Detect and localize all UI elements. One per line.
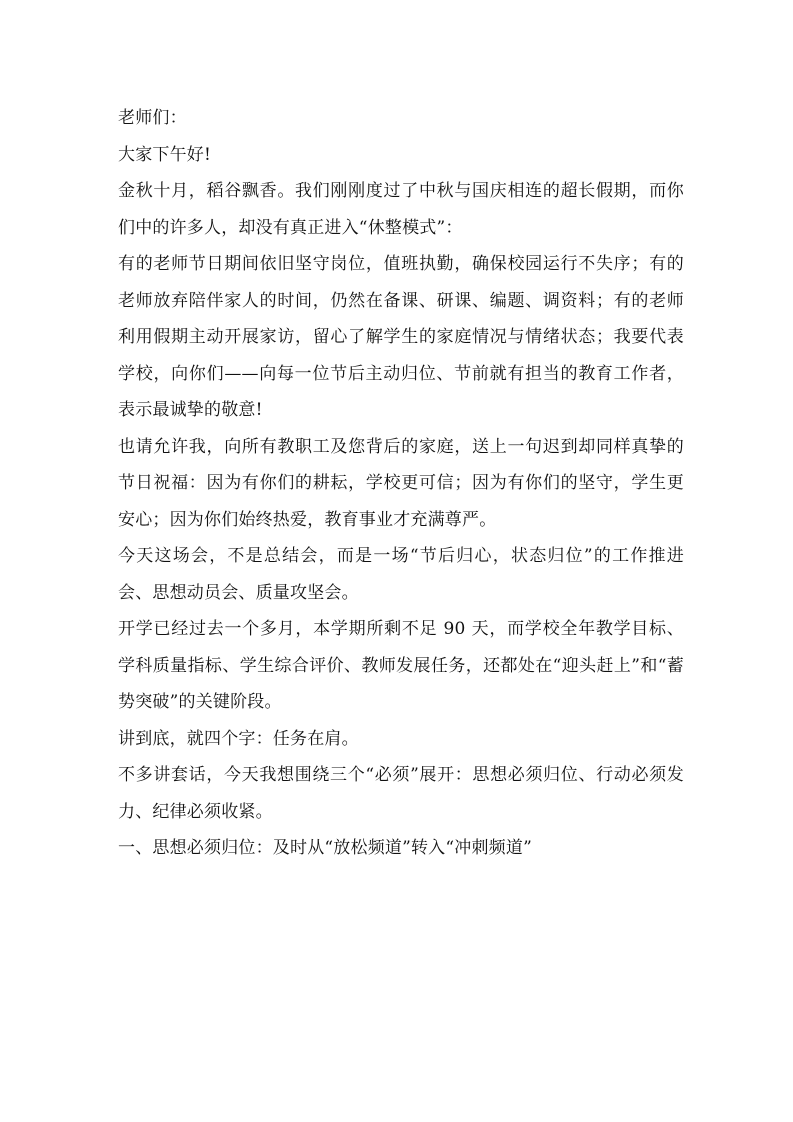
document-body [118,100,684,867]
section-heading-1: 一、思想必须归位：及时从“放松频道”转入“冲刺频道” [118,838,532,858]
paragraph-blessing: 也请允许我，向所有教职工及您背后的家庭，送上一句迟到却同样真挚的节日祝福：因为有你们的耕耘，学校更可信；因为有你们的坚守，学生更安心；因为你们始终热爱，教育事业才充满尊严。 [118,436,684,530]
paragraph-summary: 讲到底，就四个字：任务在肩。 [118,728,359,749]
paragraph-outline: 不多讲套话，今天我想围绕三个“必须”展开：思想必须归位、行动必须发力、纪律必须收紧。 [118,765,684,822]
paragraph-semester-status: 开学已经过去一个多月，本学期所剩不足 90 天，而学校全年教学目标、学科质量指标、学生综合评价、教师发展任务，还都处在“迎头赶上”和“蓄势突破”的关键阶段。 [118,619,684,712]
salutation: 老师们： [118,108,187,128]
greeting: 大家下午好! [118,144,212,165]
paragraph-meeting-purpose: 今天这场会，不是总结会，而是一场“节后归心，状态归位”的工作推进会、思想动员会、质量攻坚会。 [118,546,684,603]
paragraph-opening: 金秋十月，稻谷飘香。我们刚刚度过了中秋与国庆相连的超长假期，而你们中的许多人，却没有真正进入“休整模式”： [118,181,684,238]
paragraph-tribute: 有的老师节日期间依旧坚守岗位，值班执勤，确保校园运行不失序；有的老师放弃陪伴家人的时间，仍然在备课、研课、编题、调资料；有的老师利用假期主动开展家访，留心了解学生的家庭情况与情绪状态；我要代表学校，向你们——向每一位节后主动归位、节前就有担当的教育工作者，表示最诚挚的敬意! [118,254,684,420]
